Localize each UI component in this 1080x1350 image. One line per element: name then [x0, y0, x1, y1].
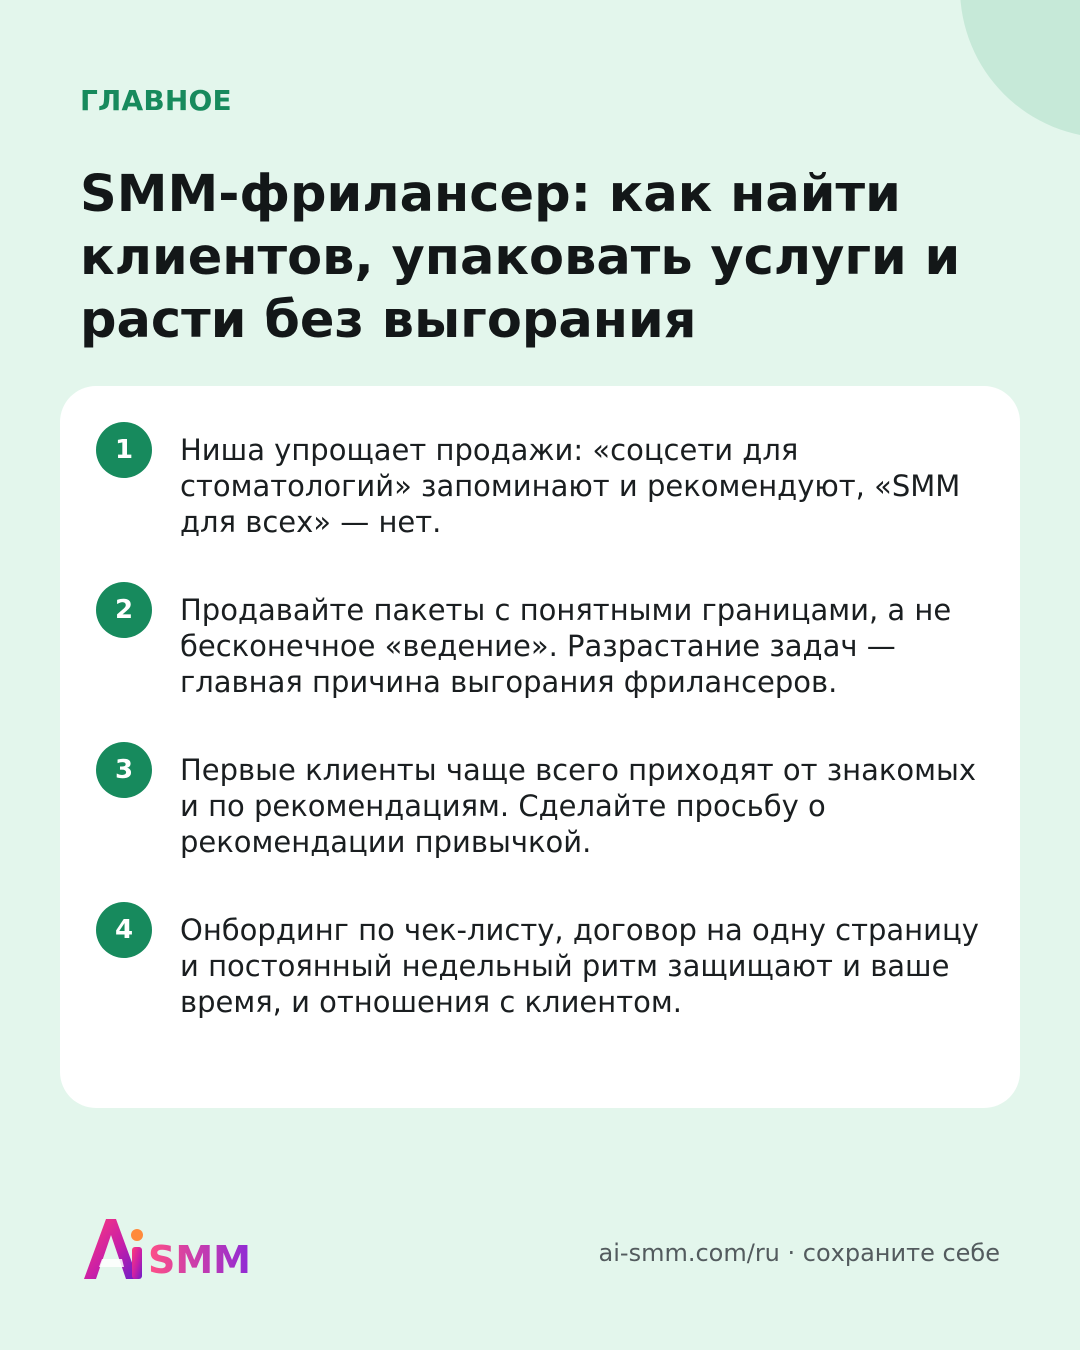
- footer-caption: ai-smm.com/ru · сохраните себе: [598, 1239, 1000, 1267]
- number-badge: 4: [96, 902, 152, 958]
- key-points-card: [60, 386, 1020, 1108]
- decorative-corner-circle: [960, 0, 1080, 138]
- section-label: ГЛАВНОЕ: [80, 84, 232, 117]
- list-item-text: Онбординг по чек-листу, договор на одну страницу и постоянный недельный ритм защищают и ваше время, и отношения с клиентом.: [180, 913, 979, 1019]
- number-badge: 3: [96, 742, 152, 798]
- number-badge: 2: [96, 582, 152, 638]
- logo-wordmark: SMM: [148, 1238, 251, 1282]
- aismm-logo: [82, 1213, 282, 1285]
- number-badge: 1: [96, 422, 152, 478]
- list-item-text: Ниша упрощает продажи: «соцсети для стоматологий» запоминают и рекомендуют, «SMM для всех» — нет.: [180, 433, 961, 539]
- page-title: SMM-фрилансер: как найти клиентов, упаковать услуги и расти без выгорания: [80, 165, 961, 350]
- list-item-text: Первые клиенты чаще всего приходят от знакомых и по рекомендациям. Сделайте просьбу о рекомендации привычкой.: [180, 753, 977, 859]
- list-item-text: Продавайте пакеты с понятными границами, а не бесконечное «ведение». Разрастание задач — главная причина выгорания фрилансеров.: [180, 593, 952, 699]
